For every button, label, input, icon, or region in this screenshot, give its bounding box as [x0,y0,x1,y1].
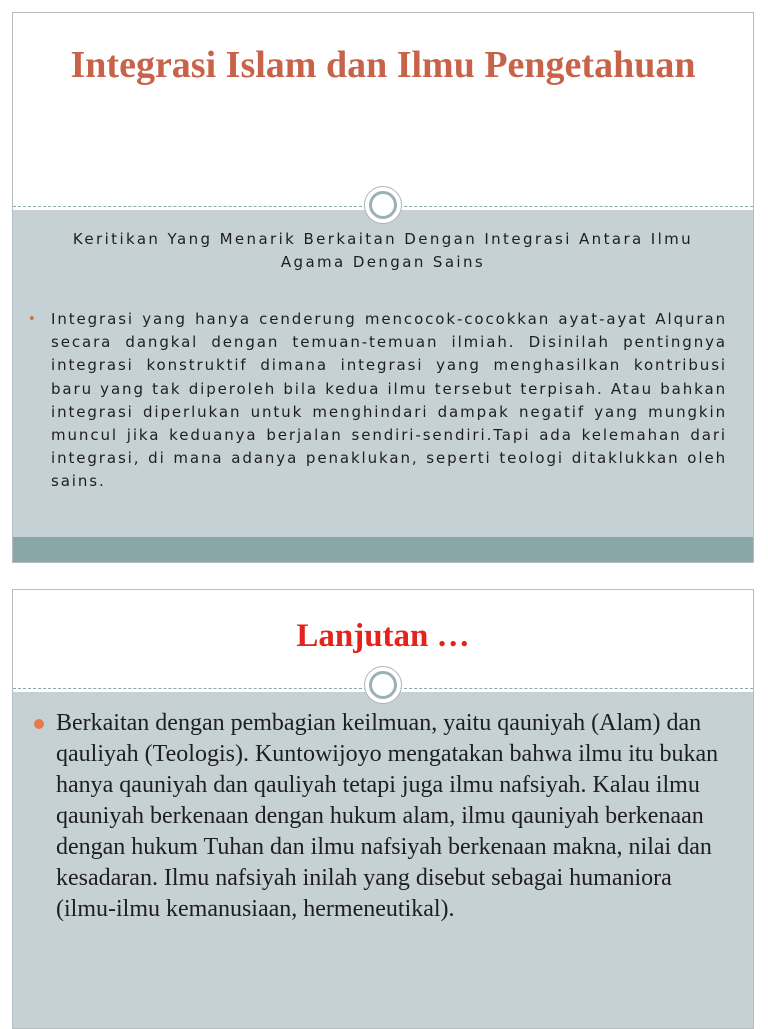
divider-ring-icon [364,186,402,224]
slide-1-subtitle: Keritikan Yang Menarik Berkaitan Dengan Integrasi Antara Ilmu Agama Dengan Sains [72,230,694,271]
slide-1-title: Integrasi Islam dan Ilmu Pengetahuan [70,44,696,86]
slide-1-footer-bar [13,537,753,563]
slide-1-body [13,210,753,537]
divider-ring-icon [364,666,402,704]
slide-1-bullet-text: Integrasi yang hanya cenderung mencocok-cocokkan ayat-ayat Alquran secara dangkal dengan temuan-temuan ilmiah. Disinilah pentingnya integrasi konstruktif dimana integrasi yang menghasilkan kontribusi baru yang tak diperoleh bila kedua ilmu tersebut terpisah. Atau bahkan integrasi diperlukan untuk menghindari dampak negatif yang mungkin muncul jika keduanya berjalan sendiri-sendiri.Tapi ada kelemahan dari integrasi, di mana adanya penaklukan, seperti teologi ditaklukkan oleh sains. [51,310,727,491]
slide-2-title: Lanjutan … [296,618,470,654]
slide-1 [12,12,754,563]
slide-1-title-area [13,13,753,205]
bullet-icon [34,719,44,729]
slide-2 [12,589,754,1029]
slide-2-bullet-text: Berkaitan dengan pembagian keilmuan, yaitu qauniyah (Alam) dan qauliyah (Teologis). Kuntowijoyo mengatakan bahwa ilmu itu bukan hanya qauniyah dan qauliyah tetapi juga ilmu nafsiyah. Kalau ilmu qauniyah berkenaan dengan hukum alam, ilmu qauniyah berkenaan dengan hukum Tuhan dan ilmu nafsiyah berkenaan makna, nilai dan kesadaran. Ilmu nafsiyah inilah yang disebut sebagai humaniora (ilmu-ilmu kemanusiaan, hermeneutikal). [56,710,719,922]
bullet-icon: • [28,312,36,327]
slide-2-body [13,692,753,1028]
